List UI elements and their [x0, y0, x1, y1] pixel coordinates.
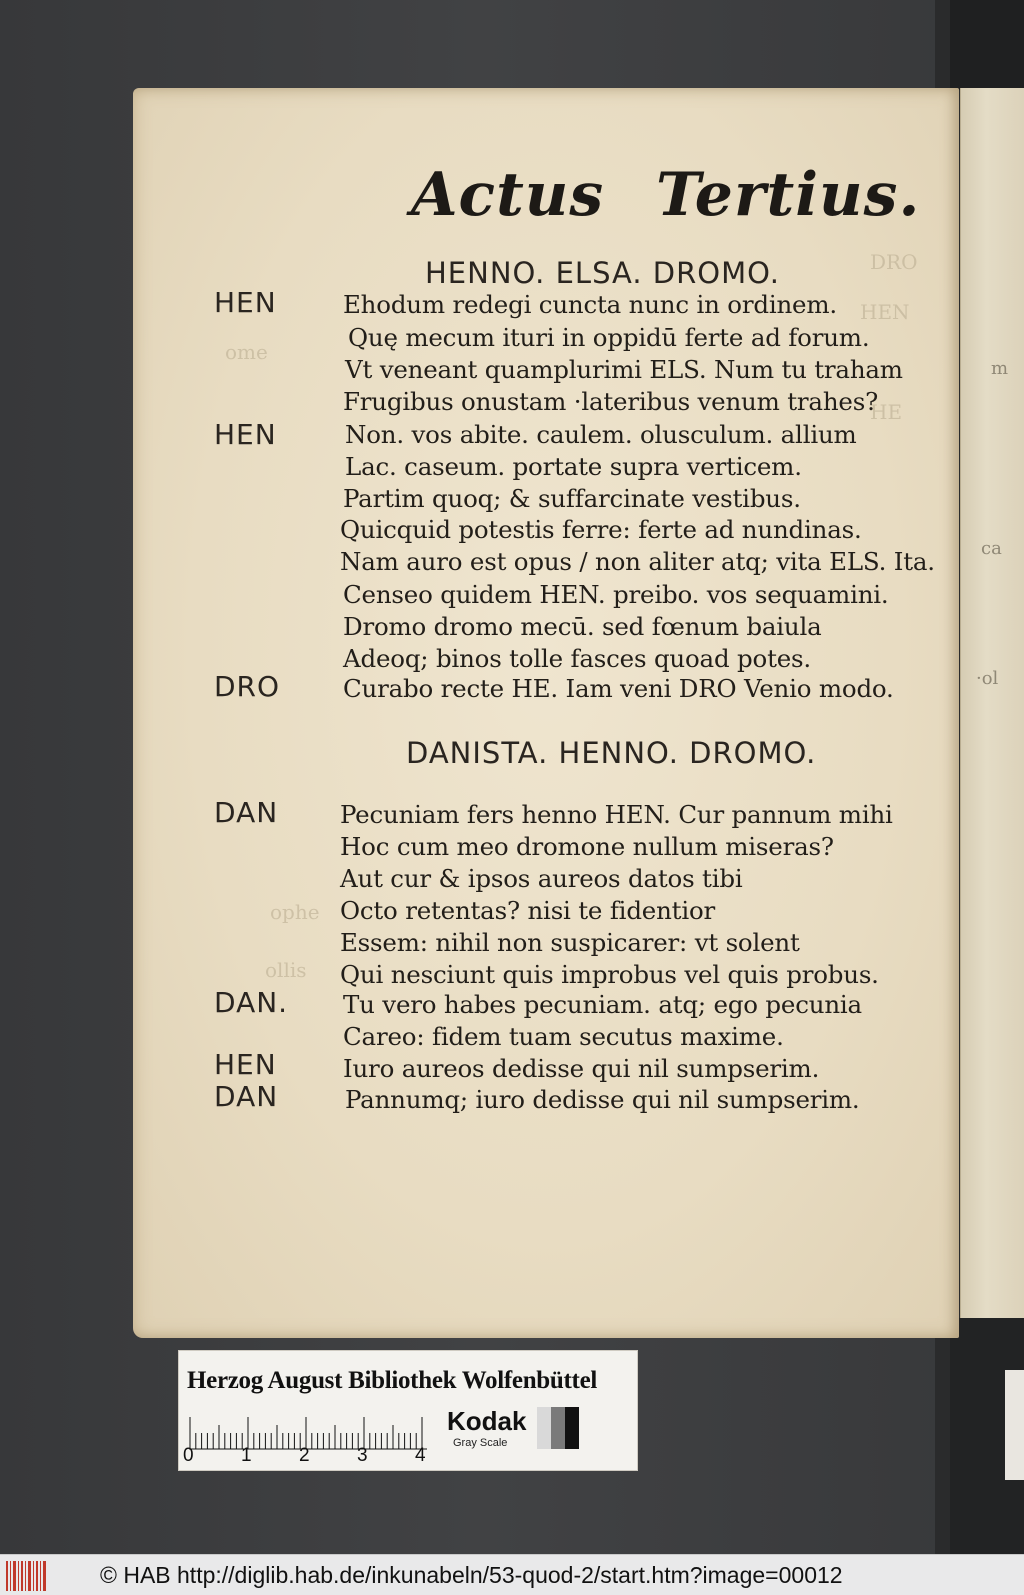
ruler-number: 1 — [241, 1445, 252, 1466]
verse-line: Vt veneant quamplurimi ELS. Num tu traham — [345, 355, 903, 384]
verse-line: Quę mecum ituri in oppidū ferte ad forum. — [348, 323, 870, 352]
verse-line: Hoc cum meo dromone nullum miseras? — [340, 832, 834, 861]
footer-bar — [0, 1554, 1024, 1595]
kodak-brand: Kodak — [447, 1406, 527, 1436]
gray-swatch — [537, 1407, 551, 1449]
speaker-label: HEN — [214, 1048, 277, 1081]
adjacent-card-edge — [1005, 1370, 1024, 1480]
adjacent-page: m ca ·ol — [960, 88, 1024, 1318]
verse-line: Partim quoq; & suffarcinate vestibus. — [343, 484, 801, 513]
gray-swatch — [565, 1407, 579, 1449]
ruler-number: 2 — [299, 1445, 310, 1466]
speaker-label: DAN — [214, 796, 279, 829]
verse-line: Qui nesciunt quis improbus vel quis probus. — [340, 960, 879, 989]
scene-heading-2: DANISTA. HENNO. DROMO. — [406, 736, 817, 770]
verse-line: Dromo dromo mecū. sed fœnum baiula — [343, 612, 822, 641]
ruler-number: 4 — [415, 1445, 426, 1466]
library-name: Herzog August Bibliothek Wolfenbüttel — [187, 1367, 598, 1394]
verse-line: Quicquid potestis ferre: ferte ad nundinas. — [340, 515, 862, 544]
verse-line: Pannumq; iuro dedisse qui nil sumpserim. — [345, 1085, 860, 1114]
speaker-label: DAN — [214, 1080, 279, 1113]
gray-swatch — [551, 1407, 565, 1449]
ruler-number: 0 — [183, 1445, 194, 1466]
act-title-left: Actus — [411, 160, 605, 230]
act-title-right: Tertius. — [656, 160, 921, 230]
binding-dark-top — [950, 0, 1024, 90]
verse-line: Essem: nihil non suspicarer: vt solent — [340, 928, 800, 957]
scene-heading-1: HENNO. ELSA. DROMO. — [425, 256, 780, 290]
barcode-icon — [6, 1561, 48, 1591]
color-reference-card — [178, 1350, 638, 1471]
verse-line: Censeo quidem HEN. preibo. vos sequamini. — [343, 580, 889, 609]
verse-line: Careo: fidem tuam secutus maxime. — [343, 1022, 784, 1051]
scan-image: m ca ·ol ome DRO HEN HE ophe ollis Actus Tertius. HENNO. ELSA. DROMO. HEN Ehodum redegi cuncta nunc in ordinem. Quę mecum ituri in oppidū ferte ad forum. Vt veneant quamplurimi ELS. Num tu traham Frugibus onustam ·lateribus venum trahes? HEN Non. vos abite. caulem. olusculum. allium Lac. caseum. portate supra verticem. Partim quoq; & suffarcinate vestibus. Quicquid potestis ferre: ferte ad nundinas. Nam auro est opus / non aliter atq; vita ELS. Ita. Censeo quidem HEN. preibo. vos sequamini. Dromo dromo mecū. sed fœnum baiula Adeoq; binos tolle fasces quoad potes. DRO Curabo recte HE. Iam veni DRO Venio modo. DANISTA. HENNO. DROMO. DAN Pecuniam fers henno HEN. Cur pannum mihi Hoc cum meo dromone nullum miseras? Aut cur & ipsos aureos datos tibi Octo retentas? nisi te fidentior Essem: nihil non suspicarer: vt solent Qui nesciunt quis improbus vel quis probus. DAN. Tu vero habes pecuniam. atq; ego pecunia Careo: fidem tuam secutus maxime. HEN Iuro aureos dedisse qui nil sumpserim. DAN Pannumq; iuro dedisse qui nil sumpserim. Herzog August Bibliothek Wolfenbüttel 0 1 2 3 4 Kodak Gray Scale — [0, 0, 1024, 1554]
speaker-label: DRO — [214, 670, 281, 703]
speaker-label: HEN — [214, 418, 277, 451]
verse-line: Iuro aureos dedisse qui nil sumpserim. — [343, 1054, 820, 1083]
act-title — [411, 160, 921, 230]
speaker-label: DAN. — [214, 986, 289, 1019]
kodak-subtitle: Gray Scale — [453, 1437, 508, 1449]
copyright-url: © HAB http://diglib.hab.de/inkunabeln/53-quod-2/start.htm?image=00012 — [100, 1562, 843, 1588]
verse-line: Non. vos abite. caulem. olusculum. allium — [345, 420, 857, 449]
verse-line: Aut cur & ipsos aureos datos tibi — [340, 864, 743, 893]
verse-line: Curabo recte HE. Iam veni DRO Venio modo. — [343, 674, 894, 703]
speaker-label: HEN — [214, 286, 277, 319]
verse-line: Nam auro est opus / non aliter atq; vita ELS. Ita. — [340, 547, 935, 576]
verse-line: Ehodum redegi cuncta nunc in ordinem. — [343, 290, 837, 319]
verse-line: Pecuniam fers henno HEN. Cur pannum mihi — [340, 800, 893, 829]
verse-line: Frugibus onustam ·lateribus venum trahes? — [343, 387, 878, 416]
ruler-number: 3 — [357, 1445, 368, 1466]
verse-line: Lac. caseum. portate supra verticem. — [345, 452, 802, 481]
verse-line: Tu vero habes pecuniam. atq; ego pecunia — [343, 990, 862, 1019]
verse-line: Adeoq; binos tolle fasces quoad potes. — [343, 644, 811, 673]
verse-line: Octo retentas? nisi te fidentior — [340, 896, 716, 925]
